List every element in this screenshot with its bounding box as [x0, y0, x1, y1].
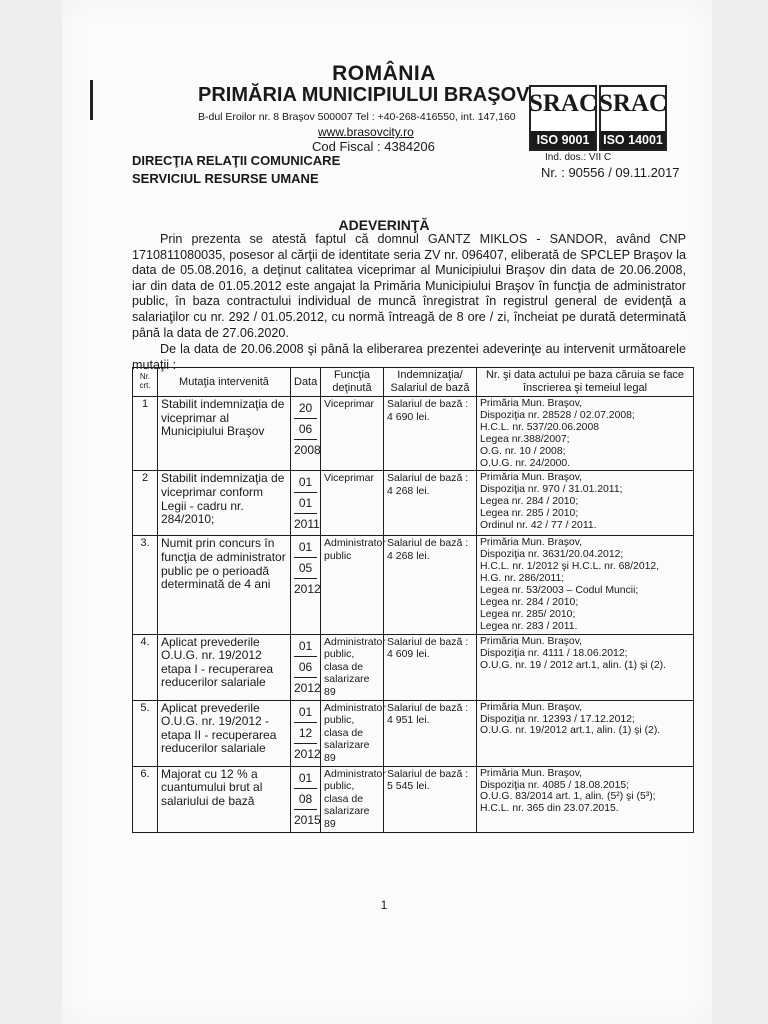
legal-basis-line: Dispoziţia nr. 28528 / 02.07.2008;: [480, 409, 635, 421]
legal-basis-line: Ordinul nr. 42 / 77 / 2011.: [480, 520, 597, 532]
date-day: 01: [294, 768, 317, 789]
mutations-table: [132, 367, 694, 833]
date-year: 2015: [294, 812, 321, 827]
legal-basis-line: H.C.L. nr. 365 din 23.07.2015.: [480, 803, 619, 815]
function-cell: Viceprimar: [321, 471, 384, 536]
legal-basis-line: Legea nr. 284 / 2010;: [480, 496, 579, 508]
legal-basis-line: H.C.L. nr. 1/2012 şi H.C.L. nr. 68/2012,: [480, 561, 660, 573]
row-number: 6.: [133, 766, 158, 832]
salary-cell: Salariul de bază : 4 690 lei.: [384, 397, 477, 471]
header-nr: Nr. crt.: [133, 368, 158, 397]
legal-basis-cell: [477, 397, 694, 471]
legal-basis-cell: [477, 471, 694, 536]
date-month: 08: [294, 789, 317, 810]
legal-basis-line: Primăria Mun. Braşov,: [480, 537, 583, 549]
srac-iso-9001-logo: [529, 85, 597, 151]
date-cell: [291, 397, 321, 471]
legal-basis-line: Legea nr. 284 / 2010;: [480, 596, 579, 608]
registration-number: Nr. : 90556 / 09.11.2017: [541, 165, 680, 180]
function-cell: Administrator public: [321, 536, 384, 634]
srac-iso-14001-logo: [599, 85, 667, 151]
table-row: [133, 397, 694, 471]
certificate-body: Prin prezenta se atestă faptul că domnul GANTZ MIKLOS - SANDOR, având CNP 1710811080035, posesor al cărţii de identitate seria ZV nr. 096407, eliberată de SPCLEP Braşov la data de 05.08.2016, a deţinut calitatea viceprimar al Municipiului Braşov din data de 20.06.2008, iar din data de 01.05.2012 este angajat la Primăria Municipiului Braşov în funcţia de administrator public, în baza contractului individual de muncă înregistrat în registrul general de evidenţă a salariaţilor cu nr. 292 / 01.05.2012, cu normă întreagă de 8 ore / zi, încheiat pe durată determinată până la data de 27.06.2020.: [132, 232, 686, 340]
function-cell: Administrator public, clasa de salarizare 89: [321, 700, 384, 766]
srac-mark: SRAC: [528, 90, 598, 117]
service-name: SERVICIUL RESURSE UMANE: [132, 171, 319, 186]
legal-basis-line: O.U.G. 83/2014 art. 1, alin. (5²) şi (5³);: [480, 791, 656, 803]
mutation-cell: Aplicat prevederile O.U.G. nr. 19/2012 - etapa II - recuperarea reducerilor salariale: [158, 700, 291, 766]
legal-basis-line: Primăria Mun. Braşov,: [480, 635, 583, 647]
row-number: 4.: [133, 634, 158, 700]
header-function: Funcţia deţinută: [321, 368, 384, 397]
date-day: 01: [294, 472, 317, 493]
date-month: 06: [294, 657, 317, 678]
date-cell: [291, 700, 321, 766]
date-day: 01: [294, 537, 317, 558]
institution-name: PRIMĂRIA MUNICIPIULUI BRAŞOV: [198, 84, 530, 106]
website-link[interactable]: www.brasovcity.ro: [318, 125, 414, 139]
table-row: [133, 471, 694, 536]
legal-basis-line: O.G. nr. 10 / 2008;: [480, 445, 566, 457]
date-cell: [291, 471, 321, 536]
date-month: 12: [294, 723, 317, 744]
salary-cell: Salariul de bază : 4 268 lei.: [384, 471, 477, 536]
mutation-cell: Numit prin concurs în funcţia de administrator public pe o perioadă determinată de 4 ani: [158, 536, 291, 634]
legal-basis-line: H.G. nr. 286/2011;: [480, 573, 565, 585]
document-title: ADEVERINŢĂ: [338, 217, 430, 233]
legal-basis-line: Legea nr. 285 / 2010;: [480, 508, 579, 520]
table-row: [133, 536, 694, 634]
table-row: [133, 700, 694, 766]
row-number: 1: [133, 397, 158, 471]
iso-label: ISO 14001: [601, 131, 665, 149]
legal-basis-line: O.U.G. nr. 24/2000.: [480, 457, 571, 469]
legal-basis-line: Dispoziţia nr. 3631/20.04.2012;: [480, 549, 624, 561]
legal-basis-line: Primăria Mun. Braşov,: [480, 701, 583, 713]
legal-basis-line: Dispoziţia nr. 4085 / 18.08.2015;: [480, 779, 630, 791]
header-mutation: Mutaţia intervenită: [158, 368, 291, 397]
date-year: 2012: [294, 680, 321, 695]
mutation-cell: Stabilit indemnizaţia de viceprimar al Municipiului Braşov: [158, 397, 291, 471]
date-year: 2008: [294, 443, 321, 457]
department-name: DIRECŢIA RELAŢII COMUNICARE: [132, 153, 341, 168]
legal-basis-line: O.U.G. nr. 19 / 2012 art.1, alin. (1) şi (2).: [480, 659, 666, 671]
date-year: 2012: [294, 746, 321, 761]
row-number: 3.: [133, 536, 158, 634]
file-index: Ind. dos.: VII C: [545, 152, 612, 163]
table-header-row: [133, 368, 694, 397]
legal-basis-line: Dispoziţia nr. 4111 / 18.06.2012;: [480, 647, 628, 659]
header-date: Data: [291, 368, 321, 397]
salary-cell: Salariul de bază : 4 268 lei.: [384, 536, 477, 634]
iso-label: ISO 9001: [531, 131, 595, 149]
table-row: [133, 634, 694, 700]
function-cell: Administrator public, clasa de salarizare 89: [321, 634, 384, 700]
date-cell: [291, 634, 321, 700]
address-line: B-dul Eroilor nr. 8 Braşov 500007 Tel : +40-268-416550, int. 147,160: [198, 111, 516, 123]
legal-basis-line: Dispoziţia nr. 12393 / 17.12.2012;: [480, 713, 635, 725]
row-number: 5.: [133, 700, 158, 766]
date-cell: [291, 536, 321, 634]
date-month: 05: [294, 558, 317, 579]
legal-basis-line: Legea nr. 53/2003 – Codul Muncii;: [480, 585, 639, 597]
legal-basis-line: Primăria Mun. Braşov,: [480, 472, 583, 484]
function-cell: Viceprimar: [321, 397, 384, 471]
date-day: 01: [294, 636, 317, 657]
legal-basis-line: Legea nr.388/2007;: [480, 433, 570, 445]
date-day: 20: [294, 398, 317, 419]
legal-basis-cell: [477, 700, 694, 766]
header-legal-basis: Nr. şi data actului pe baza căruia se face înscrierea şi temeiul legal: [477, 368, 694, 397]
country-heading: ROMÂNIA: [332, 62, 436, 85]
date-year: 2012: [294, 582, 321, 597]
header-salary: Indemnizaţia/ Salariul de bază: [384, 368, 477, 397]
legal-basis-line: O.U.G. nr. 19/2012 art.1, alin. (1) şi (2).: [480, 725, 661, 737]
margin-mark: [90, 80, 93, 120]
function-cell: Administrator public, clasa de salarizare 89: [321, 766, 384, 832]
page-number: 1: [380, 898, 388, 912]
row-number: 2: [133, 471, 158, 536]
table-row: [133, 766, 694, 832]
date-cell: [291, 766, 321, 832]
legal-basis-line: H.C.L. nr. 537/20.06.2008: [480, 421, 599, 433]
mutation-cell: Aplicat prevederile O.U.G. nr. 19/2012 etapa I - recuperarea reducerilor salariale: [158, 634, 291, 700]
mutations-intro: De la data de 20.06.2008 şi până la eliberarea prezentei adeverinţe au intervenit următoarele mutaţii :: [132, 342, 686, 372]
date-month: 01: [294, 493, 317, 514]
fiscal-code: Cod Fiscal : 4384206: [312, 139, 435, 154]
legal-basis-cell: [477, 536, 694, 634]
date-year: 2011: [294, 517, 320, 532]
legal-basis-line: Dispoziţia nr. 970 / 31.01.2011;: [480, 484, 623, 496]
date-day: 01: [294, 702, 317, 723]
salary-cell: Salariul de bază : 5 545 lei.: [384, 766, 477, 832]
mutation-cell: Majorat cu 12 % a cuantumului brut al salariului de bază: [158, 766, 291, 832]
srac-mark: SRAC: [598, 90, 668, 117]
legal-basis-line: Legea nr. 285/ 2010;: [480, 608, 576, 620]
legal-basis-cell: [477, 634, 694, 700]
date-month: 06: [294, 419, 317, 440]
legal-basis-line: Primăria Mun. Braşov,: [480, 767, 583, 779]
legal-basis-cell: [477, 766, 694, 832]
legal-basis-line: Primăria Mun. Braşov,: [480, 398, 583, 409]
mutation-cell: Stabilit indemnizaţia de viceprimar conform Legii - cadru nr. 284/2010;: [158, 471, 291, 536]
salary-cell: Salariul de bază : 4 609 lei.: [384, 634, 477, 700]
legal-basis-line: Legea nr. 283 / 2011.: [480, 620, 578, 632]
salary-cell: Salariul de bază : 4 951 lei.: [384, 700, 477, 766]
